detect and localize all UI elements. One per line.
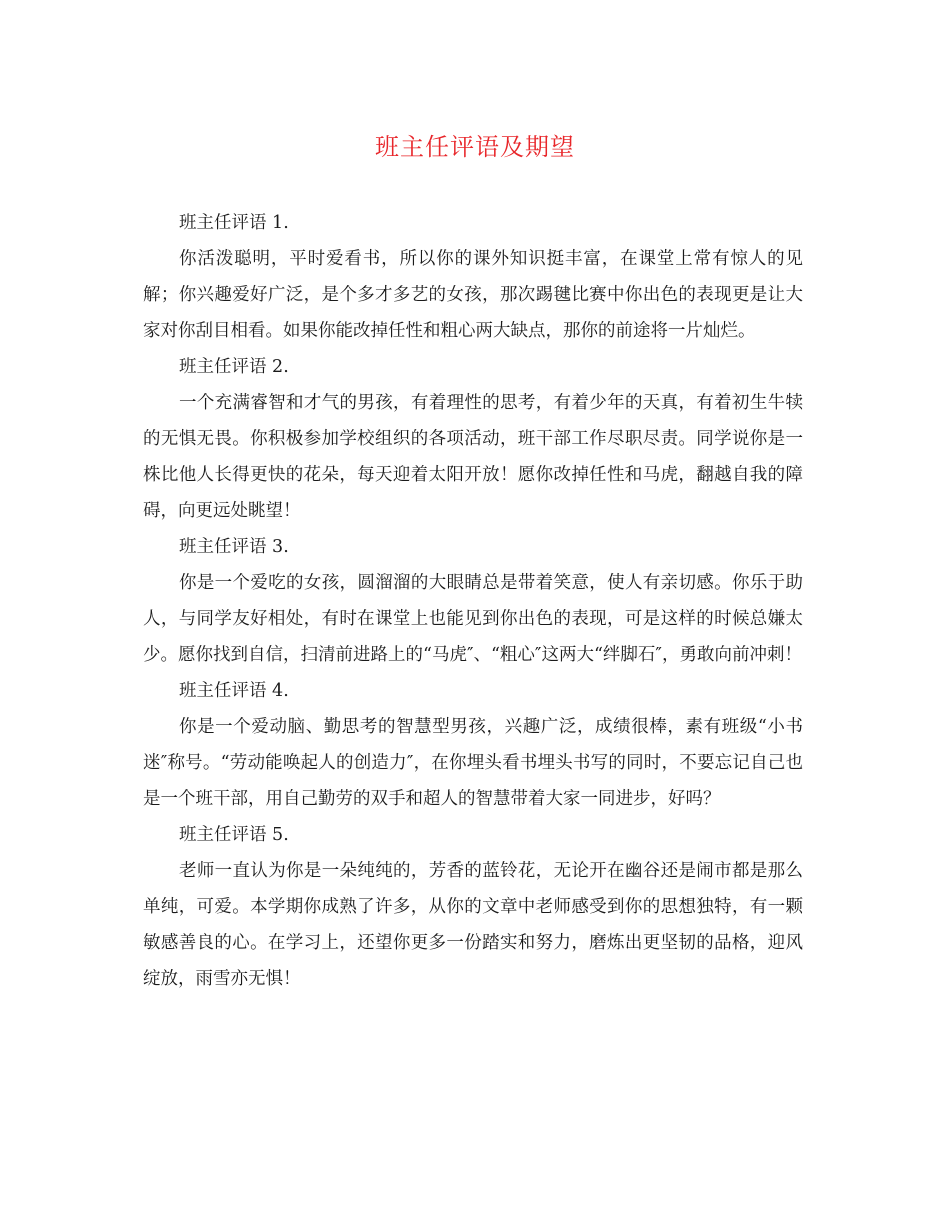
comment-section-5 [143, 817, 803, 997]
section-heading: 班主任评语 5. [179, 825, 289, 845]
section-paragraph: 你活泼聪明，平时爱看书，所以你的课外知识挺丰富，在课堂上常有惊人的见解；你兴趣爱好广泛，是个多才多艺的女孩，那次踢毽比赛中你出色的表现更是让大家对你刮目相看。如果你能改掉任性和粗心两大缺点，那你的前途将一片灿烂。 [143, 249, 803, 341]
document-body [143, 205, 803, 997]
page-title: 班主任评语及期望 [375, 133, 575, 161]
section-heading: 班主任评语 2. [179, 357, 289, 377]
section-paragraph: 一个充满睿智和才气的男孩，有着理性的思考，有着少年的天真，有着初生牛犊的无惧无畏。你积极参加学校组织的各项活动，班干部工作尽职尽责。同学说你是一株比他人长得更快的花朵，每天迎着太阳开放！愿你改掉任性和马虎，翻越自我的障碍，向更远处眺望！ [143, 393, 803, 521]
section-paragraph: 你是一个爱动脑、勤思考的智慧型男孩，兴趣广泛，成绩很棒，素有班级“小书迷″称号。“劳动能唤起人的创造力″，在你埋头看书埋头书写的同时，不要忘记自己也是一个班干部，用自己勤劳的双手和超人的智慧带着大家一同进步，好吗？ [143, 717, 803, 809]
section-paragraph: 你是一个爱吃的女孩，圆溜溜的大眼睛总是带着笑意，使人有亲切感。你乐于助人，与同学友好相处，有时在课堂上也能见到你出色的表现，可是这样的时候总嫌太少。愿你找到自信，扫清前进路上的“马虎″、“粗心″这两大“绊脚石″，勇敢向前冲刺！ [143, 573, 803, 665]
comment-section-3 [143, 529, 803, 673]
section-paragraph: 老师一直认为你是一朵纯纯的，芳香的蓝铃花，无论开在幽谷还是闹市都是那么单纯，可爱。本学期你成熟了许多，从你的文章中老师感受到你的思想独特，有一颗敏感善良的心。在学习上，还望你更多一份踏实和努力，磨炼出更坚韧的品格，迎风绽放，雨雪亦无惧！ [143, 861, 803, 989]
section-heading: 班主任评语 1. [179, 213, 289, 233]
section-heading: 班主任评语 4. [179, 681, 289, 701]
comment-section-1 [143, 205, 803, 349]
comment-section-4 [143, 673, 803, 817]
section-heading: 班主任评语 3. [179, 537, 289, 557]
comment-section-2 [143, 349, 803, 529]
